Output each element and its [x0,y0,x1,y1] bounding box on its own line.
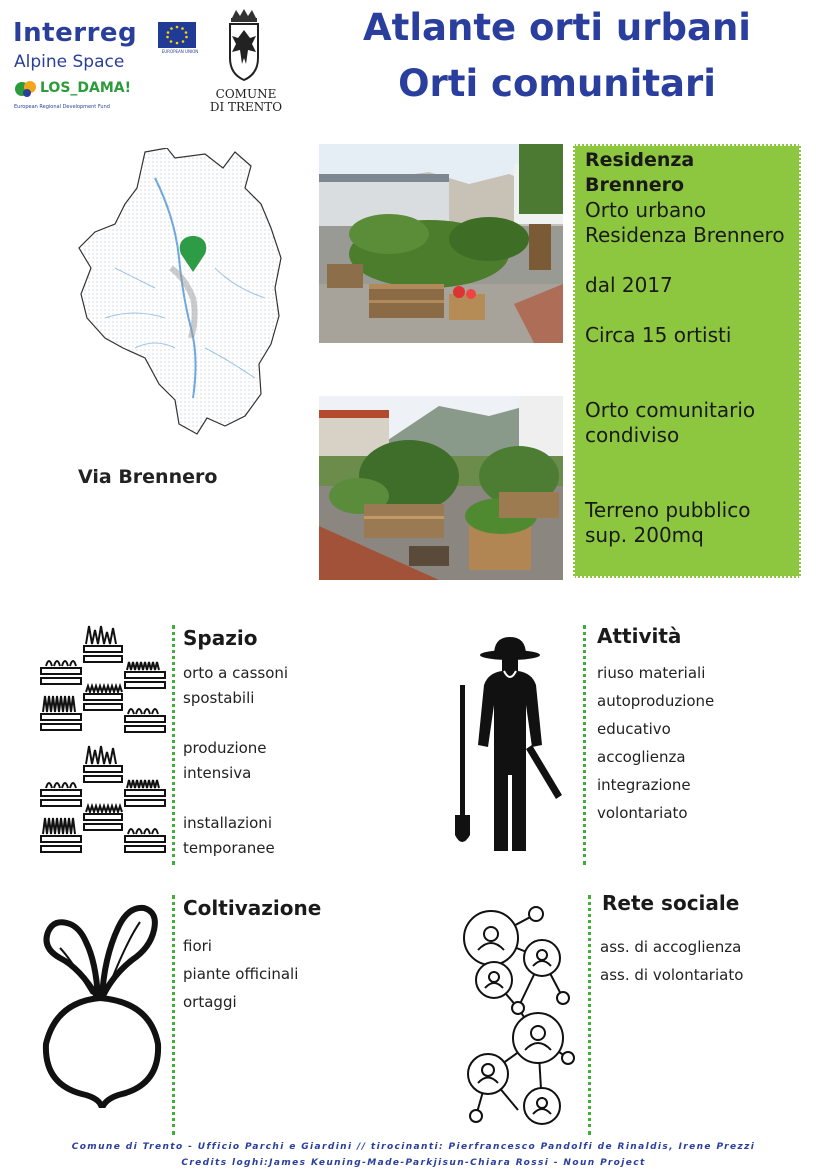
rete-divider [588,895,594,1135]
gardener-icon [452,635,570,855]
trento-location-map [75,148,285,438]
info-since: dal 2017 [585,273,673,297]
attivita-item: riuso materiali [597,664,706,682]
info-heading: Residenza Brennero [585,149,695,196]
coltivazione-item: fiori [183,937,212,955]
spazio-item: produzione [183,739,267,757]
footer-credits-line1: Comune di Trento - Ufficio Parchi e Giardini // tirocinanti: Pierfrancesco Pandolfi de Rinaldis, Irene Prezzi [71,1142,756,1152]
info-name-line2: Residenza Brennero [585,223,785,247]
rete-item: ass. di accoglienza [600,938,742,956]
comune-line: COMUNE [215,87,277,101]
beet-icon [40,898,166,1108]
coltivazione-item: piante officinali [183,965,299,983]
attivita-divider [583,625,589,865]
info-type-line1: Orto comunitario [585,398,756,422]
los-dama-text: LOS_DAMA! [40,80,132,96]
alpine-space-text: Alpine Space [14,52,125,72]
rete-item: ass. di volontariato [600,966,744,984]
social-network-icon [458,898,580,1130]
info-name-line1: Orto urbano [585,198,707,222]
info-type-line2: condiviso [585,423,680,447]
spazio-item: intensiva [183,764,252,782]
coltivazione-title: Coltivazione [183,896,322,920]
comune-di-trento-text [208,88,284,114]
info-land-line1: Terreno pubblico [585,498,751,522]
page-subtitle: Orti comunitari [398,62,716,105]
attivita-item: accoglienza [597,748,686,766]
spazio-item: spostabili [183,689,255,707]
attivita-item: educativo [597,720,671,738]
comune-city: DI TRENTO [209,100,283,114]
garden-photo-2 [319,396,563,580]
spazio-item: temporanee [183,839,275,857]
info-land-line2: sup. 200mq [585,523,704,547]
attivita-item: integrazione [597,776,691,794]
footer-credits-line2: Credits loghi:James Keuning-Made-Parkjisun-Chiara Rossi - Noun Project [181,1158,646,1168]
trento-coat-of-arms-icon [224,8,264,88]
info-box [573,144,801,578]
attivita-title: Attività [597,624,682,648]
eu-flag-icon [158,22,196,48]
page-title: Atlante orti urbani [363,6,751,49]
spazio-item: installazioni [183,814,272,832]
garden-photo-1 [319,144,563,343]
coltivazione-divider [172,895,178,1135]
attivita-item: volontariato [597,804,688,822]
spazio-divider [172,625,178,865]
coltivazione-item: ortaggi [183,993,237,1011]
erdf-text: European Regional Development Fund [14,104,110,110]
rete-title: Rete sociale [602,891,740,915]
spazio-item: orto a cassoni [183,664,289,682]
los-dama-icon [14,78,38,100]
interreg-logo-text: Interreg [13,18,138,48]
location-label: Via Brennero [78,466,218,488]
eu-label: EUROPEAN UNION [161,49,199,54]
raised-beds-icon [38,622,168,862]
attivita-item: autoproduzione [597,692,715,710]
spazio-title: Spazio [183,626,258,650]
info-gardeners: Circa 15 ortisti [585,323,732,347]
